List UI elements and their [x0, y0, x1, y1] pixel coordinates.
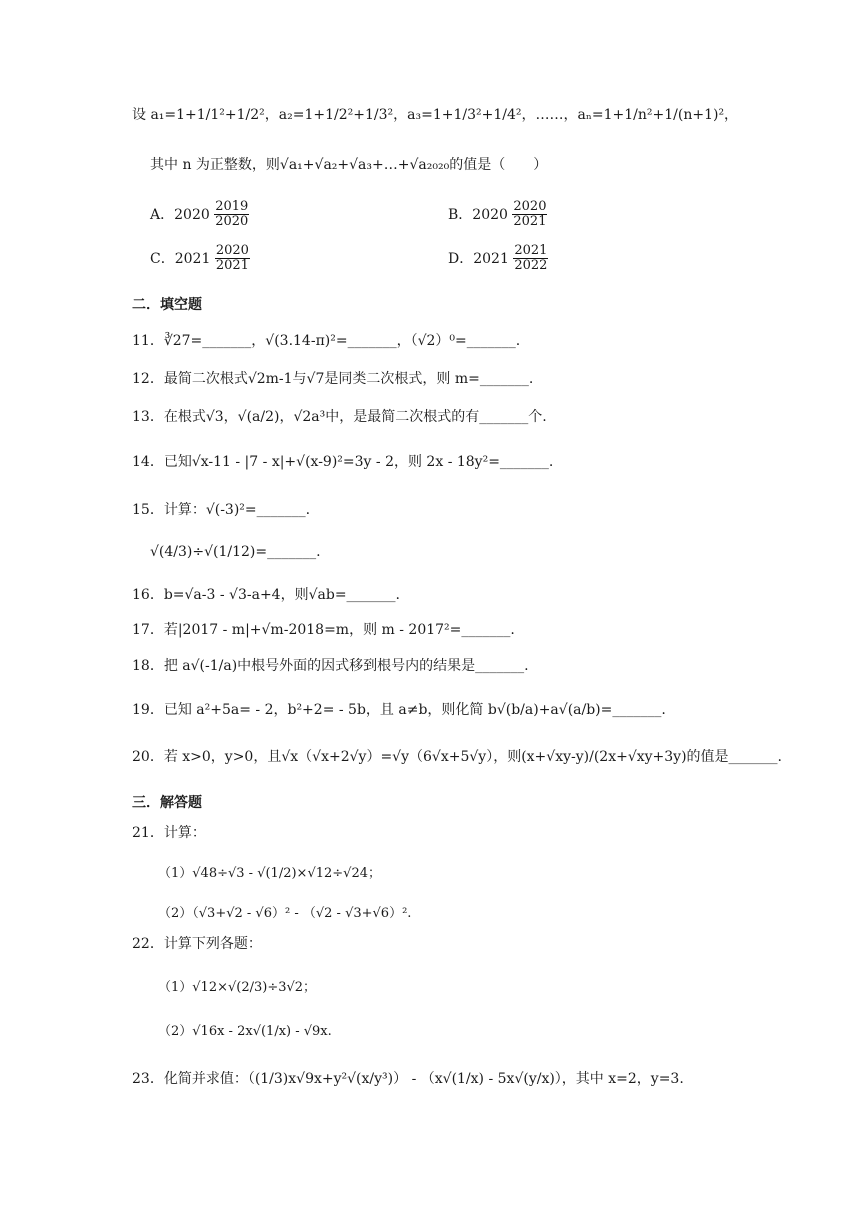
question-22-part1: （1）√12×√(2/3)÷3√2； — [158, 980, 317, 995]
option-c: C．2021 $\frac{2020}{2021}$ — [150, 243, 249, 274]
question-22: 22．计算下列各题： — [132, 936, 262, 952]
question-12: 12．最简二次根式√2m-1与√7是同类二次根式，则 m=_______. — [132, 371, 534, 387]
question-21-part2: （2）（√3+√2 - √6）² - （√2 - √3+√6）². — [158, 906, 412, 921]
question-23: 23．化简并求值：（(1/3)x√9x+y²√(x/y³)） - （x√(1/x) - 5x√(y/x)），其中 x=2，y=3. — [132, 1071, 684, 1087]
question-21-part1: （1）√48÷√3 - √(1/2)×√12÷√24； — [158, 866, 381, 881]
question-10-line2: 其中 n 为正整数，则√a₁+√a₂+√a₃+…+√a₂₀₂₀的值是（ ） — [150, 157, 548, 173]
question-17: 17．若|2017 - m|+√m-2018=m，则 m - 2017²=_______. — [132, 622, 515, 638]
question-11: 11．∛27=_______，√(3.14-π)²=_______，（√2）⁰=_______. — [132, 333, 521, 349]
question-16: 16．b=√a-3 - √3-a+4，则√ab=_______. — [132, 587, 400, 603]
question-21: 21．计算： — [132, 825, 206, 841]
question-13: 13．在根式√3，√(a/2)，√2a³中，是最简二次根式的有_______个. — [132, 409, 547, 425]
question-10-line1 — [132, 108, 738, 122]
option-d: D．2021 $\frac{2021}{2022}$ — [448, 243, 548, 274]
question-18: 18．把 a√(-1/a)中根号外面的因式移到根号内的结果是_______. — [132, 658, 529, 674]
question-10-text: 设 a₁=1+1/1²+1/2²，a₂=1+1/2²+1/3²，a₃=1+1/3²+1/4²，……，aₙ=1+1/n²+1/(n+1)²， — [132, 107, 739, 123]
question-20: 20．若 x>0，y>0，且√x（√x+2√y）=√y（6√x+5√y），则(x+√xy-y)/(2x+√xy+3y)的值是_______. — [132, 749, 783, 765]
option-a: A．2020 $\frac{2019}{2020}$ — [150, 199, 249, 230]
section-solve-heading: 三．解答题 — [132, 795, 202, 811]
question-22-part2: （2）√16x - 2x√(1/x) - √9x. — [158, 1024, 332, 1039]
option-b: B．2020 $\frac{2020}{2021}$ — [448, 199, 547, 230]
question-15b: √(4/3)÷√(1/12)=_______. — [150, 544, 321, 560]
question-19: 19．已知 a²+5a= - 2，b²+2= - 5b，且 a≠b，则化简 b√(b/a)+a√(a/b)=_______. — [132, 702, 666, 718]
question-14: 14．已知√x-11 - |7 - x|+√(x-9)²=3y - 2，则 2x - 18y²=_______. — [132, 454, 554, 470]
question-15a: 15．计算：√(-3)²=_______. — [132, 502, 311, 518]
section-fill-in-blank-heading: 二．填空题 — [132, 297, 202, 313]
